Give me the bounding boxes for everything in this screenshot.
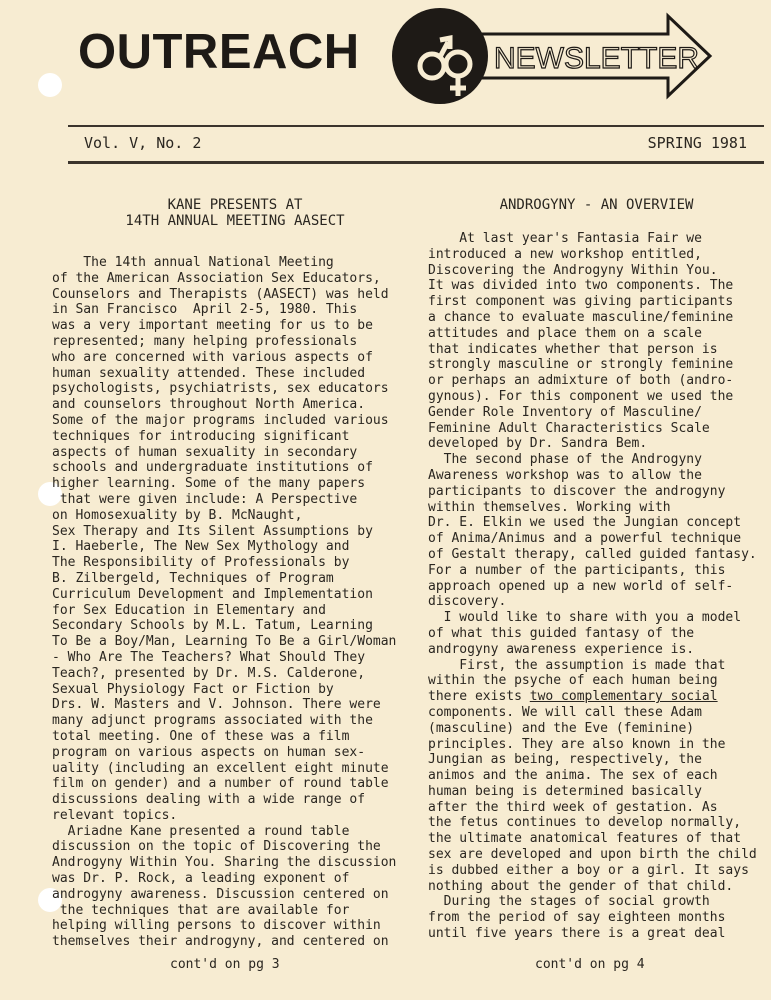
body-line: in San Francisco April 2-5, 1980. This <box>52 302 358 318</box>
body-line: Teach?, presented by Dr. M.S. Calderone, <box>52 665 366 681</box>
body-line: discovery. <box>428 594 507 610</box>
body-line: B. Zilbergeld, Techniques of Program <box>52 570 334 586</box>
body-line: from the period of say eighteen months <box>428 910 726 926</box>
body-line: psychologists, psychiatrists, sex educators <box>52 381 389 397</box>
body-line: helping willing persons to discover within <box>52 918 381 934</box>
masthead-title: OUTREACH <box>78 25 360 79</box>
body-line: many adjunct programs associated with the <box>52 713 373 729</box>
body-line: Secondary Schools by M.L. Tatum, Learning <box>52 618 373 634</box>
body-line: and counselors throughout North America. <box>52 397 366 413</box>
body-line: During the stages of social growth <box>428 894 710 910</box>
body-line: androgyny awareness. Discussion centered on <box>52 886 389 902</box>
body-line: of Anima/Animus and a powerful technique <box>428 531 742 547</box>
body-line: For a number of the participants, this <box>428 562 726 578</box>
body-line: I would like to share with you a model <box>428 610 742 626</box>
body-line: uality (including an excellent eight minute <box>52 760 389 776</box>
body-line: At last year's Fantasia Fair we <box>428 231 702 246</box>
newsletter-logo <box>386 4 716 112</box>
body-line: schools and undergraduate institutions of <box>52 460 373 476</box>
body-line: that were given include: A Perspective <box>52 491 358 507</box>
body-line: attitudes and place them on a scale <box>428 325 702 341</box>
article-body <box>428 231 765 942</box>
body-line: there exists two complementary social <box>428 689 718 705</box>
body-line: participants to discover the androgyny <box>428 483 726 499</box>
article-headline: KANE PRESENTS AT 14TH ANNUAL MEETING AASECT <box>125 197 345 229</box>
continued-note: cont'd on pg 3 <box>170 957 280 972</box>
body-line: Sex Therapy and Its Silent Assumptions by <box>52 523 373 539</box>
issue-volume: Vol. V, No. 2 <box>84 134 202 152</box>
body-line: within themselves. Working with <box>428 499 671 515</box>
body-line: or perhaps an admixture of both (andro- <box>428 373 734 389</box>
body-line: Jungian as being, respectively, the <box>428 752 702 768</box>
body-line: Awareness workshop was to allow the <box>428 467 702 483</box>
body-line: of the American Association Sex Educators, <box>52 270 381 286</box>
body-line: I. Haeberle, The New Sex Mythology and <box>52 539 350 555</box>
body-line: The 14th annual National Meeting <box>52 255 334 270</box>
body-line: that indicates whether that person is <box>428 341 718 357</box>
body-line: Sexual Physiology Fact or Fiction by <box>52 681 334 697</box>
article-kane-presents <box>52 197 418 950</box>
body-line: First, the assumption is made that <box>428 657 726 673</box>
body-line: - Who Are The Teachers? What Should They <box>52 649 366 665</box>
body-line: human sexuality attended. These included <box>52 365 366 381</box>
body-line: It was divided into two components. The <box>428 278 734 294</box>
body-line: strongly masculine or strongly feminine <box>428 357 734 373</box>
body-line: Androgyny Within You. Sharing the discussion <box>52 855 397 871</box>
body-line: relevant topics. <box>52 807 178 823</box>
body-line: represented; many helping professionals <box>52 333 358 349</box>
body-line: is dubbed either a boy or a girl. It says <box>428 862 749 878</box>
body-line: discussion on the topic of Discovering the <box>52 839 381 855</box>
article-androgyny-overview <box>428 197 765 942</box>
body-line: techniques for introducing significant <box>52 428 350 444</box>
body-line: within the psyche of each human being <box>428 673 718 689</box>
body-line: approach opened up a new world of self- <box>428 578 734 594</box>
top-rule <box>68 125 764 127</box>
body-line: developed by Dr. Sandra Bem. <box>428 436 648 452</box>
body-line: total meeting. One of these was a film <box>52 728 350 744</box>
article-headline: ANDROGYNY - AN OVERVIEW <box>499 197 694 213</box>
body-line: Ariadne Kane presented a round table <box>52 823 350 839</box>
body-line: Counselors and Therapists (AASECT) was held <box>52 286 389 302</box>
body-line: Some of the major programs included various <box>52 412 389 428</box>
body-line: principles. They are also known in the <box>428 736 726 752</box>
body-line: aspects of human sexuality in secondary <box>52 444 358 460</box>
body-line: was a very important meeting for us to be <box>52 318 373 334</box>
body-line: gynous). For this component we used the <box>428 388 734 404</box>
body-line: program on various aspects on human sex- <box>52 744 366 760</box>
body-line: Drs. W. Masters and V. Johnson. There were <box>52 697 381 713</box>
body-line: the ultimate anatomical features of that <box>428 831 742 847</box>
body-line: androgyny awareness experience is. <box>428 641 695 657</box>
body-line: nothing about the gender of that child. <box>428 878 734 894</box>
body-line: components. We will call these Adam <box>428 704 702 720</box>
body-line: The Responsibility of Professionals by <box>52 555 350 571</box>
body-line: of what this guided fantasy of the <box>428 625 695 641</box>
body-line: a chance to evaluate masculine/feminine <box>428 309 734 325</box>
body-line: of Gestalt therapy, called guided fantasy. <box>428 546 757 562</box>
body-line: Curriculum Development and Implementation <box>52 586 373 602</box>
body-line: after the third week of gestation. As <box>428 799 718 815</box>
body-line: Discovering the Androgyny Within You. <box>428 262 718 278</box>
body-line: the fetus continues to develop normally, <box>428 815 742 831</box>
body-line: (masculine) and the Eve (feminine) <box>428 720 695 736</box>
body-line: Gender Role Inventory of Masculine/ <box>428 404 702 420</box>
body-line: The second phase of the Androgyny <box>428 452 702 468</box>
body-line: on Homosexuality by B. McNaught, <box>52 507 303 523</box>
body-line: introduced a new workshop entitled, <box>428 246 702 262</box>
body-line: film on gender) and a number of round table <box>52 776 389 792</box>
body-line: was Dr. P. Rock, a leading exponent of <box>52 871 350 887</box>
body-line: Dr. E. Elkin we used the Jungian concept <box>428 515 742 531</box>
body-line: animos and the anima. The sex of each <box>428 768 718 784</box>
body-line: higher learning. Some of the many papers <box>52 476 366 492</box>
body-line: until five years there is a great deal <box>428 926 726 942</box>
body-line: who are concerned with various aspects of <box>52 349 373 365</box>
issue-season: SPRING 1981 <box>647 134 747 152</box>
body-line: themselves their androgyny, and centered on <box>52 934 389 950</box>
body-line: for Sex Education in Elementary and <box>52 602 326 618</box>
body-line: Feminine Adult Characteristics Scale <box>428 420 710 436</box>
continued-note: cont'd on pg 4 <box>535 957 645 972</box>
bottom-rule <box>68 161 764 164</box>
body-line: sex are developed and upon birth the child <box>428 847 757 863</box>
body-line: human being is determined basically <box>428 783 702 799</box>
body-line: To Be a Boy/Man, Learning To Be a Girl/Woman <box>52 634 397 650</box>
body-line: discussions dealing with a wide range of <box>52 792 366 808</box>
body-line: first component was giving participants <box>428 294 734 310</box>
punch-hole <box>38 73 62 97</box>
body-line: the techniques that are available for <box>52 902 350 918</box>
article-body <box>52 255 418 950</box>
logo-text: NEWSLETTER <box>494 42 700 75</box>
